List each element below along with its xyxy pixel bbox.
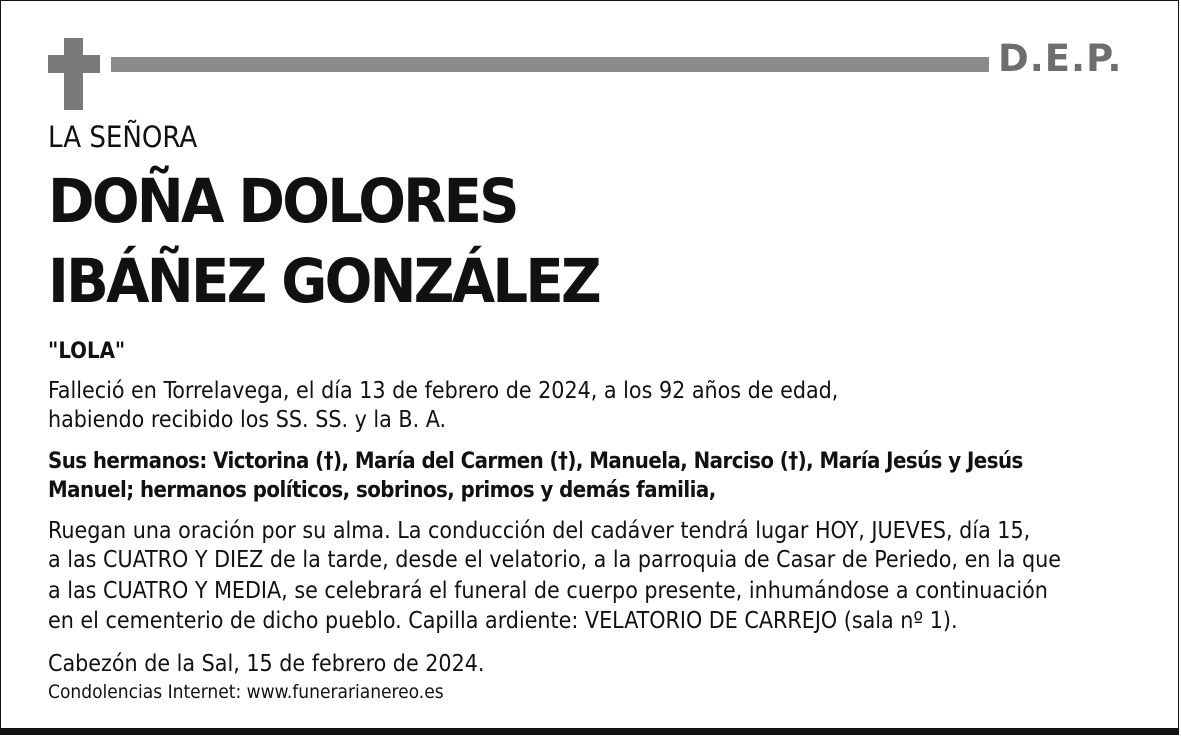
cross-icon xyxy=(48,38,100,110)
bottom-border xyxy=(1,728,1178,734)
service-line3: a las CUATRO Y MEDIA, se celebrará el funeral de cuerpo presente, inhumándose a continuación xyxy=(48,578,1048,604)
death-notice-line2: habiendo recibido los SS. SS. y la B. A. xyxy=(48,407,447,433)
deceased-name-line2: IBÁÑEZ GONZÁLEZ xyxy=(48,246,599,317)
place-date: Cabezón de la Sal, 15 de febrero de 2024. xyxy=(48,651,485,677)
service-line4: en el cementerio de dicho pueblo. Capilla ardiente: VELATORIO DE CARREJO (sala nº 1). xyxy=(48,608,958,634)
header-rule xyxy=(111,57,989,72)
service-line2: a las CUATRO Y DIEZ de la tarde, desde el velatorio, a la parroquia de Casar de Periedo, en la que xyxy=(48,547,1061,573)
deceased-name-line1: DOÑA DOLORES xyxy=(48,166,517,237)
family-line1: Sus hermanos: Victorina (†), María del Carmen (†), Manuela, Narciso (†), María Jesús y Jesús xyxy=(48,449,1023,474)
dep-label: D.E.P. xyxy=(998,37,1123,80)
death-notice-line1: Falleció en Torrelavega, el día 13 de febrero de 2024, a los 92 años de edad, xyxy=(48,378,839,404)
honorific: LA SEÑORA xyxy=(48,120,198,154)
condolences-line: Condolencias Internet: www.funerarianereo.es xyxy=(48,681,444,703)
service-line1: Ruegan una oración por su alma. La conducción del cadáver tendrá lugar HOY, JUEVES, día 15, xyxy=(48,518,1031,544)
family-line2: Manuel; hermanos políticos, sobrinos, primos y demás familia, xyxy=(48,478,716,503)
nickname: "LOLA" xyxy=(48,339,126,364)
